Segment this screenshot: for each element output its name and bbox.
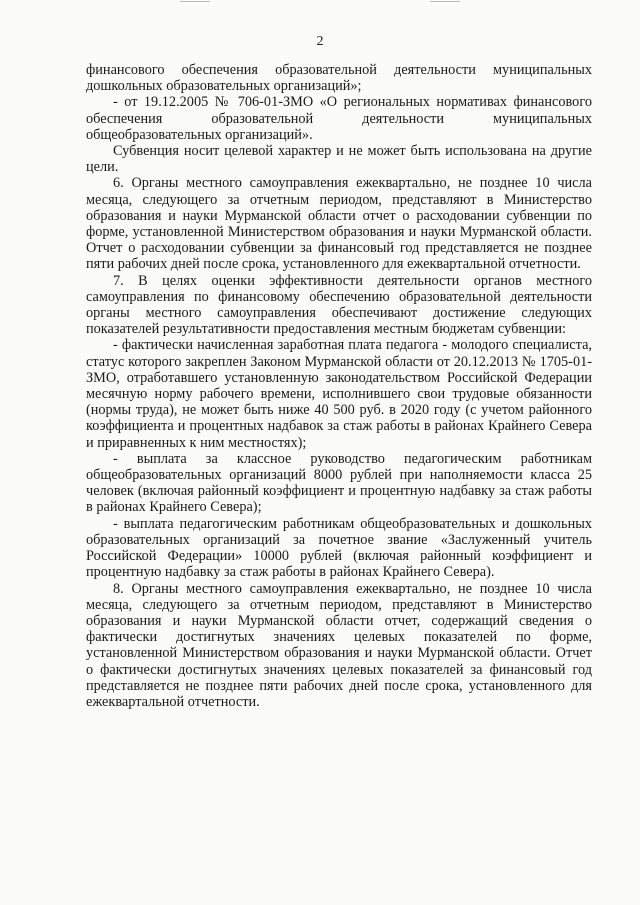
scan-edge-line [180,1,210,2]
document-body [86,62,592,710]
indicator-item-honorary-title: - выплата педагогическим работникам общеобразовательных и дошкольных образовательных организаций за почетное звание «Заслуженный учитель Российской Федерации» 10000 рублей (включая районный коэффициент и процентную надбавку за стаж работы в районах Крайнего Севера). [86,515,592,581]
paragraph-item-8: 8. Органы местного самоуправления ежеквартально, не позднее 10 числа месяца, следующего за отчетным периодом, представляют в Министерство образования и науки Мурманской области отчет, содержащий сведения о фактически достигнутых значениях целевых показателей по форме, установленной Министерством образования и науки Мурманской области. Отчет о фактически достигнутых значениях целевых показателей за финансовый год представляется не позднее пяти рабочих дней после срока, установленного для ежеквартальной отчетности. [86,580,592,710]
page-number: 2 [316,34,324,49]
indicator-item-class-management: - выплата за классное руководство педагогическим работникам общеобразовательных организаций 8000 рублей при наполняемости класса 25 человек (включая районный коэффициент и процентную надбавку за стаж работы в районах Крайнего Севера); [86,450,592,516]
indicator-item-salary: - фактически начисленная заработная плата педагога - молодого специалиста, статус которого закреплен Законом Мурманской области от 20.12.2013 № 1705-01-ЗМО, отработавшего установленную законодательством Российской Федерации месячную норму рабочего времени, исполнившего свои трудовые обязанности (нормы труда), не может быть ниже 40 500 руб. в 2020 году (с учетом районного коэффициента и процентных надбавок за стаж работы в районах Крайнего Севера и приравненных к ним местностях); [86,337,592,451]
paragraph-item-6: 6. Органы местного самоуправления ежеквартально, не позднее 10 числа месяца, следующего за отчетным периодом, представляют в Министерство образования и науки Мурманской области отчет о расходовании субвенции по форме, установленной Министерством образования и науки Мурманской области. Отчет о расходовании субвенции за финансовый год представляется не позднее пяти рабочих дней после срока, установленного для ежеквартальной отчетности. [86,175,592,273]
paragraph-item-7: 7. В целях оценки эффективности деятельности органов местного самоуправления по финансовому обеспечению образовательной деятельности органы местного самоуправления обеспечивают достижение следующих показателей результативности предоставления местным бюджетам субвенции: [86,272,592,338]
paragraph-continuation: финансового обеспечения образовательной деятельности муниципальных дошкольных образовательных организаций»; [86,62,592,95]
paragraph-subvention-purpose: Субвенция носит целевой характер и не может быть использована на другие цели. [86,143,592,176]
scan-edge-line [430,1,460,2]
paragraph-law-reference: - от 19.12.2005 № 706-01-ЗМО «О региональных нормативах финансового обеспечения образовательной деятельности муниципальных общеобразовательных организаций». [86,94,592,143]
